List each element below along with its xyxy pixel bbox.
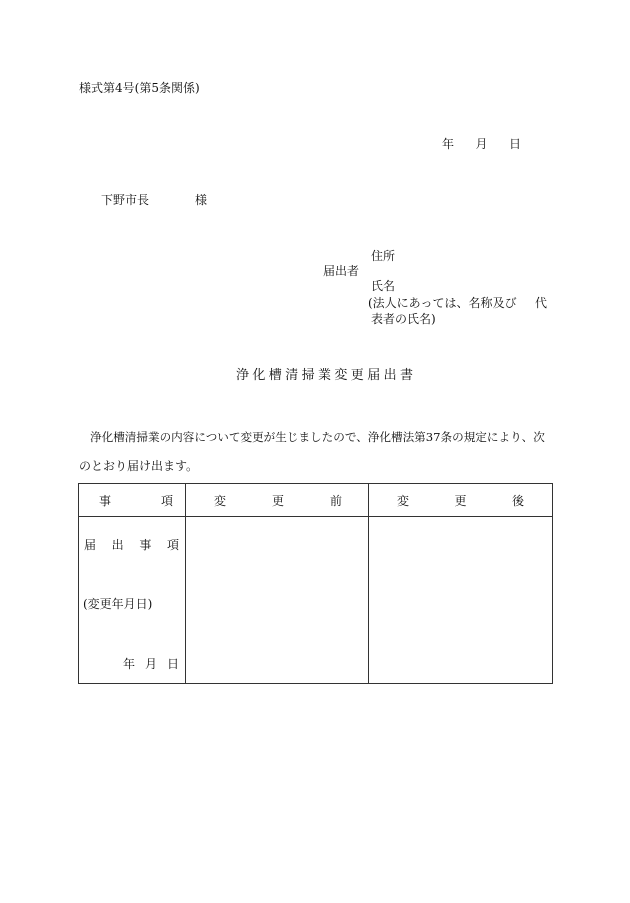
- header-before-char: 変: [214, 493, 227, 508]
- header-after: [369, 484, 553, 517]
- item-label-char: 届: [84, 538, 97, 552]
- date-day: 日: [508, 137, 521, 151]
- before-cell[interactable]: [186, 517, 369, 684]
- body-line-2: のとおり届け出ます。: [79, 459, 199, 473]
- item-label: [84, 536, 179, 553]
- addressee-name: 下野市長: [101, 193, 150, 207]
- date-line: [442, 137, 521, 151]
- header-after-char: 後: [511, 493, 524, 508]
- header-after-char: 更: [454, 493, 467, 508]
- item-label-char: 項: [166, 538, 179, 552]
- corp-note-line1-end: 代: [535, 296, 548, 310]
- header-before-char: 前: [329, 493, 342, 508]
- corp-note-line1: (法人にあっては、名称及び: [368, 296, 517, 310]
- corp-note-line2: 表者の氏名): [371, 312, 436, 326]
- addressee-honorific: 様: [195, 193, 208, 207]
- name-label: 氏名: [371, 279, 396, 293]
- header-item: [79, 484, 186, 517]
- change-date-label: (変更年月日): [83, 597, 153, 611]
- change-date-year: 年: [123, 657, 136, 671]
- change-date-month: 月: [144, 657, 157, 671]
- after-cell[interactable]: [369, 517, 553, 684]
- header-before-char: 更: [271, 493, 284, 508]
- change-table: [78, 483, 553, 684]
- date-year: 年: [442, 137, 455, 151]
- change-date-row: [123, 655, 179, 672]
- header-after-char: 変: [397, 493, 410, 508]
- header-item-char: 項: [160, 493, 173, 508]
- item-cell: [79, 517, 186, 684]
- item-label-char: 事: [139, 538, 152, 552]
- header-before: [186, 484, 369, 517]
- item-label-char: 出: [111, 538, 124, 552]
- table-header-row: [79, 484, 553, 517]
- table-row: [79, 517, 553, 684]
- header-item-char: 事: [99, 493, 112, 508]
- page-title: 浄化槽清掃業変更届出書: [236, 368, 417, 383]
- form-label: 様式第4号(第5条関係): [79, 81, 200, 95]
- address-label: 住所: [371, 249, 396, 263]
- date-month: 月: [475, 137, 488, 151]
- notifier-label: 届出者: [323, 264, 360, 278]
- body-line-1: 浄化槽清掃業の内容について変更が生じましたので、浄化槽法第37条の規定により、次: [90, 430, 545, 444]
- change-date-day: 日: [166, 657, 179, 671]
